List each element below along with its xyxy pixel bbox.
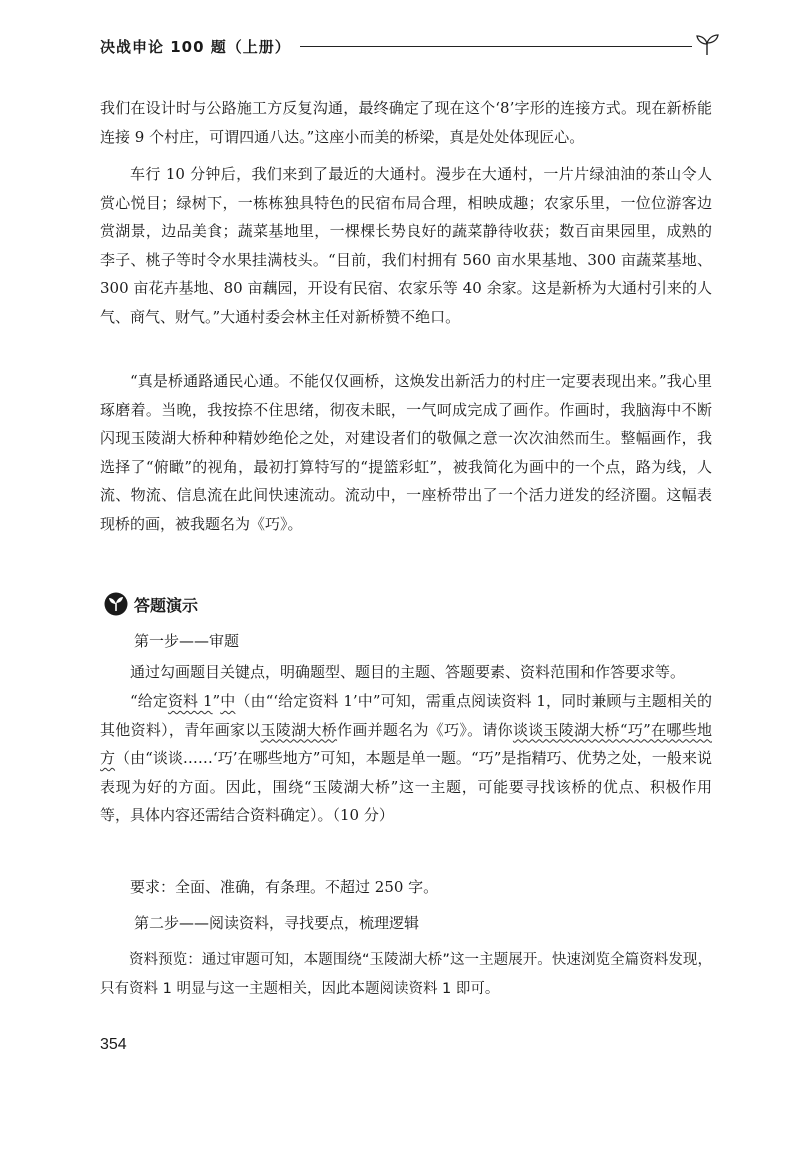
section-title: 答题演示 <box>134 595 199 615</box>
question-text: 作画并题名为《巧》。请你 <box>337 720 513 739</box>
material-preview: 资料预览：通过审题可知，本题围绕“玉陵湖大桥”这一主题展开。快速浏览全篇资料发现，只有资料 1 明显与这一主题相关，因此本题阅读资料 1 即可。 <box>100 952 712 997</box>
paragraph-continued: 我们在设计时与公路施工方反复沟通，最终确定了现在这个‘8’字形的连接方式。现在新桥能连接 9 个村庄，可谓四通八达。”这座小而美的桥梁，真是处处体现匠心。 <box>100 99 712 146</box>
question-note: （由“‘给定资料 1’中”可知，需重点阅读资料 1，同时兼顾与主题相关的其他资料），青年画家以 <box>100 692 712 739</box>
answer-requirement: 要求：全面、准确，有条理。不超过 250 字。 <box>130 878 439 896</box>
book-title: 决战申论 100 题（上册） <box>100 38 291 56</box>
step-two-heading: 第二步——阅读资料，寻找要点，梳理逻辑 <box>134 914 420 932</box>
header-rule <box>300 46 692 47</box>
sprout-icon <box>694 32 720 56</box>
paragraph-village: 车行 10 分钟后，我们来到了最近的大通村。漫步在大通村，一片片绿油油的茶山令人赏心悦目；绿树下，一栋栋独具特色的民宿布局合理，相映成趣；农家乐里，一位位游客边赏湖景，边品美食；蔬菜基地里，一棵棵长势良好的蔬菜静待收获；数百亩果园里，成熟的李子、桃子等时令水果挂满枝头。“目前，我们村拥有 560 亩水果基地、300 亩蔬菜基地、300 亩花卉基地、80 亩藕园，开设有民宿、农家乐等 40 余家。这是新桥为大通村引来的人气、商气、财气。”大通村委会林主任对新桥赞不绝口。 <box>100 165 712 326</box>
paragraph-painting: “真是桥通路通民心通。不能仅仅画桥，这焕发出新活力的村庄一定要表现出来。”我心里琢磨着。当晚，我按捺不住思绪，彻夜未眠，一气呵成完成了画作。作画时，我脑海中不断闪现玉陵湖大桥种种精妙绝伦之处，对建设者们的敬佩之意一次次油然而生。整幅画作，我选择了“俯瞰”的视角，最初打算特写的“提篮彩虹”，被我简化为画中的一个点，路为线，人流、物流、信息流在此间快速流动。流动中，一座桥带出了一个活力迸发的经济圈。这幅表现桥的画，被我题名为《巧》。 <box>100 372 712 533</box>
question-analysis <box>100 687 712 830</box>
keyword-in: 中 <box>220 692 236 710</box>
keyword-bridge: 玉陵湖大桥 <box>260 720 338 739</box>
keyword-material: 资料 1 <box>167 692 213 710</box>
running-header <box>100 32 720 58</box>
page-number: 354 <box>100 1036 127 1053</box>
sprout-badge-icon <box>104 592 128 616</box>
question-text: ” <box>212 692 221 710</box>
step-one-intro: 通过勾画题目关键点，明确题型、题目的主题、答题要素、资料范围和作答要求等。 <box>130 663 686 681</box>
section-heading <box>104 591 198 617</box>
question-note: （由“谈谈……‘巧’在哪些地方”可知，本题是单一题。“巧”是指精巧、优势之处，一般来说表现为好的方面。因此，围绕“玉陵湖大桥”这一主题，可能要寻找该桥的优点、积极作用等，具体内容还需结合资料确定）。（10 分） <box>100 749 712 825</box>
keyword-task: 谈谈玉陵湖大桥“巧”在哪些地方 <box>100 720 712 768</box>
step-one-heading: 第一步——审题 <box>134 632 240 650</box>
question-text: “给定 <box>130 692 168 710</box>
